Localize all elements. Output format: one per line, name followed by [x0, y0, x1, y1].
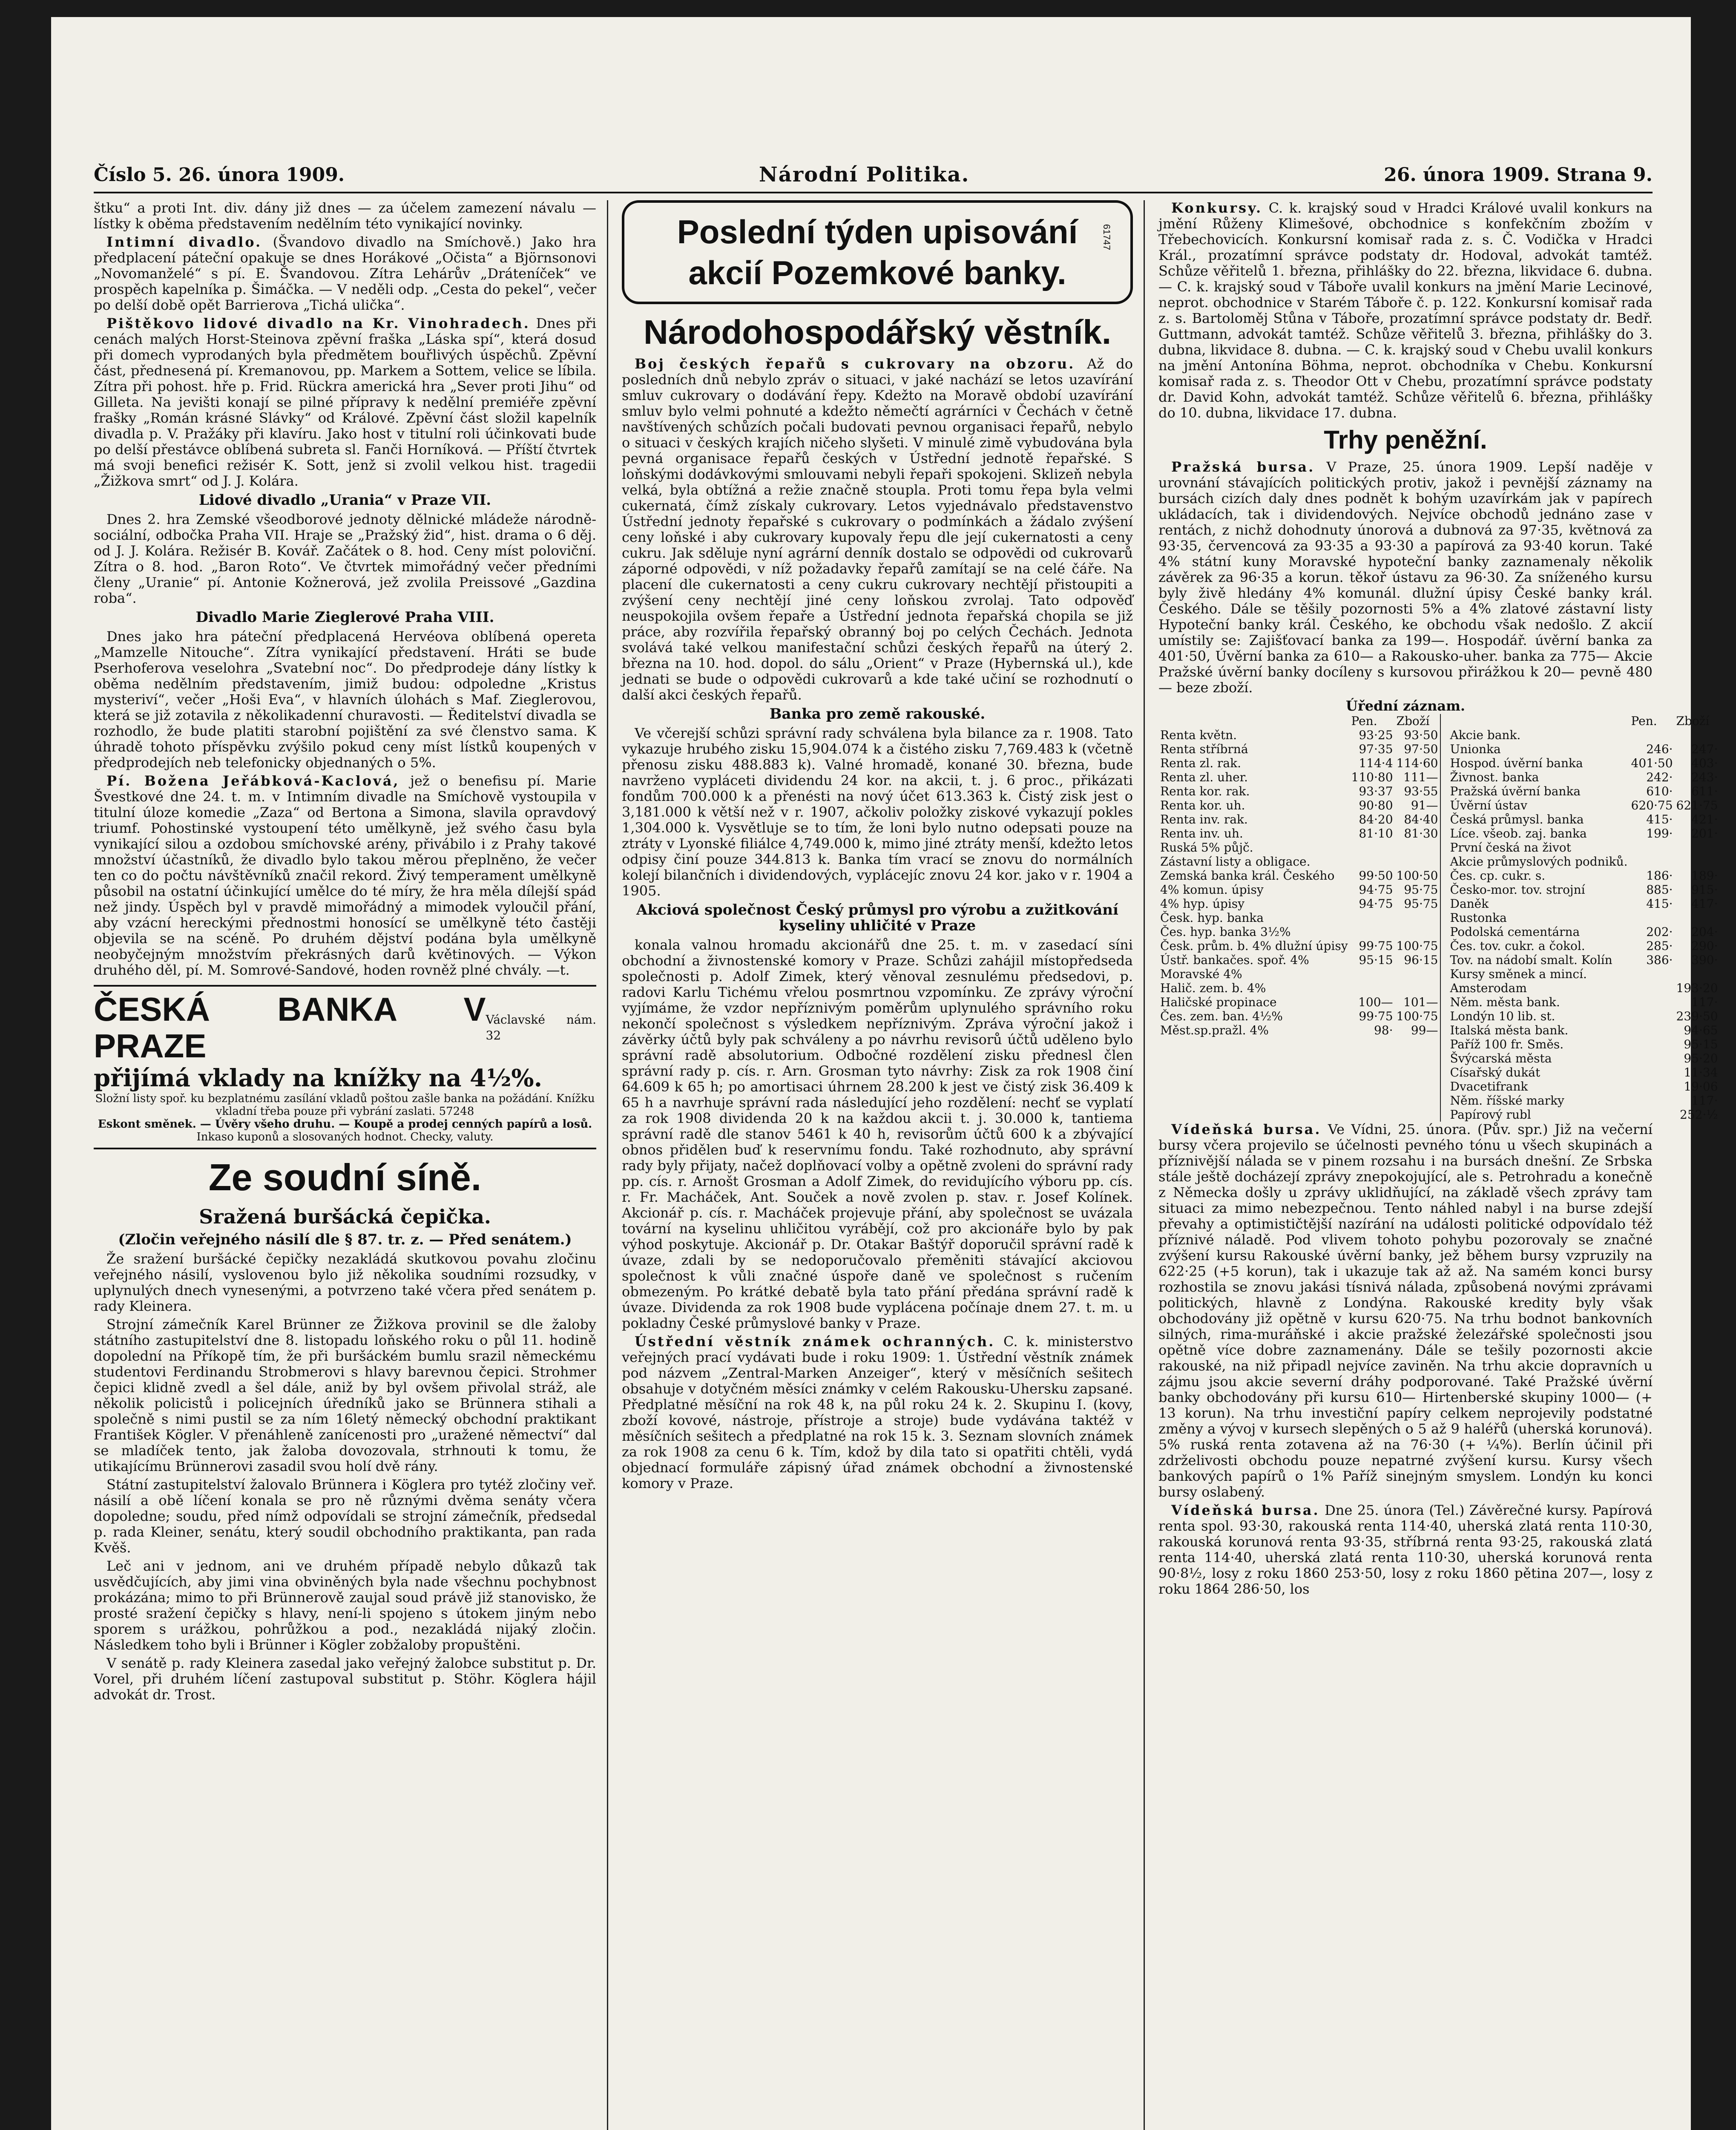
quote-name: Čes. tov. cukr. a čokol. [1450, 939, 1585, 953]
article-text: Ve včerejší schůzi správní rady schválena byla bilance za r. 1908. Tato vykazuje hrubého zisku 15,904.074 k a čistého zisku 7,769.483 k (včetně přenosu zisku 488.883 k). Valné hromadě, konané 30. března, bude navrženo vypláceti dividendu 24 kor. na akcii, t. j. 6 proc., přikázati fondům 700.000 k a přenésti na nový účet 613.363 k. Čistý zisk jest o 3,181.000 k větší než v r. 1907, ačkoliv položky ziskové vykazují pokles 1,304.000 k. Vysvětluje se to tím, že loni bylo nutno odepsati pouze na ztráty v Lyonské filiálce 4,749.000 k, mimo jiné ztráty menší, kdežto letos odpisy činí pouze 344.813 k. Banka tím vrací se znovu do normálních kolejí bilančních i dividendových, vyplácejíc znovu 24 kor. jako v r. 1904 a 1905. [622, 725, 1133, 899]
article-text: C. k. krajský soud v Hradci Králové uvalil konkurs na jmění Růženy Klimešové, obchodnice s konfekčním zbožím v Třebechovicích. Konkursní komisař rada z. s. Č. Vodička v Hradci Král., prozatímní správce podstaty dr. Hodoval, advokát tamtéž. Schůze věřitelů 1. března, přihlášky do 22. března, likvidace 6. dubna. — C. k. krajský soud v Táboře uvalil konkurs na jmění Marie Lecinové, neprot. obchodnice v Starém Táboře č. p. 122. Konkursní komisař rada z. s. Bartoloměj Stůna v Táboře, prozatímní správce podstaty dr. Bedř. Guttmann, advokát tamtéž. Schůze věřitelů 3. března, přihlášky do 3. dubna, likvidace 8. dubna. — C. k. krajský soud v Chebu uvalil konkurs na jmění Antonína Böhma, neprot. obchodníka v Chebu. Konkursní komisař rada z. s. Theodor Ott v Chebu, prozatímní správce podstaty dr. David Kohn, advokát tamtéž. Schůze věřitelů 6. března, přihlášky do 10. dubna, likvidace 17. dubna. [1158, 200, 1653, 421]
article-heading: Intimní divadlo. [106, 234, 262, 250]
quote-value: 252·½ [1680, 1108, 1718, 1122]
quote-row [1158, 1023, 1440, 1037]
article-heading: Pražská bursa. [1171, 459, 1315, 475]
quote-value: 189· [1691, 869, 1718, 883]
article-text: štku“ a proti Int. div. dány již dnes — za účelem zamezení návalu — lístky k oběma představením nedělním této vynikající novinky. [94, 200, 596, 232]
quote-row [1449, 770, 1720, 784]
quote-name: Renta stříbrná [1160, 742, 1248, 756]
quote-row [1449, 812, 1720, 826]
article-heading: Banka pro země rakouské. [769, 705, 986, 722]
quote-value: 97·35 [1359, 742, 1393, 756]
quote-value: 110·80 [1351, 770, 1393, 784]
quote-value: 95·75 [1404, 883, 1438, 897]
quote-value: 100— [1358, 995, 1393, 1009]
quote-name: Papírový rubl [1450, 1108, 1531, 1122]
quote-name: Renta kor. uh. [1160, 798, 1245, 812]
quote-name: Podolská cementárna [1450, 925, 1580, 939]
quote-row [1449, 1094, 1720, 1108]
quote-name: Úvěrní ústav [1450, 798, 1527, 812]
quote-value: 91— [1411, 798, 1438, 812]
article-text: Až do posledních dnů nebylo zpráv o situaci, v jaké nachází se letos uzavírání smluv cukrovary o dodávání řepy. Kdežto na Moravě období uzavírání smluv bylo velmi pohnuté a kdežto němečtí agrárníci v Čechách v četně navštívených schůzích počali budovati pevnou organisaci řepařů, nebylo o situaci v českých krajích ničeho slyšeti. V minulé zimě vybudována byla pevná organisace řepařů českých v Ústřední jednotě řepařské. S loňskými dodávkovými smlouvami nebyli řepaři spokojeni. Sklizeň nebyla velká, byla obtížná a režie značně stoupla. Proti tomu řepa byla velmi cukernatá, čímž získaly cukrovary. Letos vyjednávalo představenstvo Ústřední jednoty řepařské s cukrovary o podmínkách a žádalo zvýšení ceny loňské i aby cukrovary kupovaly řepu dle její cukernatosti a ceny cukru. Jak sděluje nyní agrární denník dostalo se odpovědi od cukrovarů záporné odpovědi, v níž požadavky řepařů zamítají se na celé čáře. Na placení dle cukernatosti a ceny cukru cukrovary nechtějí přistoupiti a zvýšení ceny nechtějí jiné ceny loňskou zvrolaj. Tato odpověď neuspokojila ovšem řepaře a Ústřední jednota řepařská chopila se již práce, aby rozvířila řepařský obranný boj po celých Čechách. Jednota svolává také velkou manifestační schůzi českých řepařů na úterý 2. března na 10. hod. dopol. do sálu „Orient“ v Praze (Hybernská ul.), kde jednati se bude o odpovědi cukrovarů a kde také učiní se rozhodnutí o další akci českých řepařů. [622, 356, 1133, 703]
quote-value: 201· [1691, 826, 1718, 840]
quote-row [1449, 995, 1720, 1009]
quote-value [1350, 967, 1395, 981]
quote-row [1158, 939, 1440, 953]
quote-value [1350, 981, 1395, 995]
quote-row [1158, 728, 1440, 742]
quote-value: 243· [1691, 770, 1718, 784]
bank-slogan: přijímá vklady na knížky na 4½%. [94, 1064, 543, 1092]
quote-name: Tov. na nádobí smalt. Kolín [1450, 953, 1612, 967]
quote-value: 96·15 [1404, 953, 1438, 967]
quote-row [1449, 1051, 1720, 1065]
quote-value: 111— [1403, 770, 1438, 784]
quote-row [1449, 911, 1720, 925]
article-text: Ve Vídni, 25. února. (Pův. spr.) Již na večerní bursy včera projevilo se účelnosti pevného tónu u všech skupinách a příznivější nálada se v pinem rozsahu i na bursách dnešní. Ze Srbska stále ještě docházejí zprávy znepokojující, ale s. Petrohradu a konečně z Německa došly u zprávy uklidňující, na základě všech zprávy tam situaci za mimo nebezpečnou. Tento náhled nabyl i na burse zdejší převahy a optimističtější nazírání na události politické odpovídalo též příznivé náladě. Pod vlivem tohoto pohybu pozorovaly se značné zvýšení kursu Rakouské úvěrní banky, jež během bursy vzpruzily na 622·25 (+5 korun), tak i ukazuje tak až až. Na samém konci bursy rozhostila se znovu jakási tísnivá nálada, způsobená novými zprávami politických, hlavně z Londýna. Rakouské kredity byly však obchodovány již opětně v kursu 620·75. Na trhu bodnot bankovních silných, rima-muráňské i akcie pražské železářské společnosti jsou opětně více dobre zaznamenány. Dále se tešily pozornosti akcie rakouské, na niž připadl nejvíce zaviněn. Na trhu akcie dopravních u zájmu jsou akcie severní dráhy podporované. Také Pražské úvěrní banky obchodovány při kursu 610— Hirtenberské skupiny 1000— (+ 13 korun). Na trhu investiční papíry celkem neprojevily podstatné změny a vývoj v kursech slepěných o 5 až 9 haléřů (uherská korunová). 5% ruská renta zotavena až na 76·30 (+ ¼%). Berlín účinil při zdrželivosti obchodu pouze nepatrné zvýšení kursu. Kursy všech bankových papírů o 1% Paříž sinejným smyslem. Londýn ku konci bursy oslabený. [1158, 1121, 1653, 1500]
quote-row [1158, 897, 1440, 911]
quote-name: Kursy směnek a mincí. [1450, 967, 1587, 981]
quote-value [1395, 967, 1440, 981]
quote-value: 611· [1691, 784, 1718, 798]
quote-row [1449, 840, 1720, 855]
article-heading: Akciová společnost Český průmysl pro výrobu a zužitkování kyseliny uhličité v Praze [636, 901, 1118, 934]
page-header [94, 158, 1653, 193]
quote-value: 100·75 [1396, 939, 1438, 953]
quote-value: 114·4 [1359, 756, 1393, 770]
quote-value [1395, 840, 1440, 855]
article-text: Státní zastupitelství žalovalo Brünnera i Köglera pro tytéž zločiny veř. násilí a obě líčení konala se pro ně různými dvěma senáty včera dopoledne; soudu, před nímž odpovídali se strojní zámečník, předsedal p. rada Kleiner, senátu, který soudil obchodního praktikanta, pan rada Kvěš. [94, 1477, 596, 1556]
quote-name: Paříž 100 fr. Směs. [1450, 1037, 1564, 1051]
article-text: (Švandovo divadlo na Smíchově.) Jako hra předplacení páteční opakuje se dnes Horákové „Očista“ a Björnsonovi „Novomanželé“ s pí. E. Švandovou. Zítra Lehárův „Dráteníček“ ve prospěch kapelníka p. Šimáčka. — V neděli odp. „Cesta do pekel“, večer po delší době opět Barrierova „Tichá ulička“. [94, 234, 597, 313]
quote-value [1630, 840, 1675, 855]
quote-value [1630, 1065, 1675, 1079]
quote-value [1630, 1037, 1675, 1051]
quote-name: Švýcarská města [1450, 1051, 1552, 1065]
quote-name: Císařský dukát [1450, 1065, 1541, 1079]
quote-value: 84·20 [1359, 812, 1393, 826]
quote-value [1630, 967, 1675, 981]
quote-name: Londýn 10 lib. st. [1450, 1009, 1555, 1023]
quote-value: 246· [1646, 742, 1673, 756]
quote-value: 401·50 [1631, 756, 1673, 770]
quote-value: 81·30 [1404, 826, 1438, 840]
quote-value: 193·20 [1676, 981, 1718, 995]
quote-name: Italská města bank. [1450, 1023, 1569, 1037]
quote-value: 386· [1646, 953, 1673, 967]
quotes-header-row [1158, 714, 1440, 728]
quote-row [1158, 784, 1440, 798]
article-heading: Pištěkovo lidové divadlo na Kr. Vinohradech. [106, 315, 530, 331]
issue-number: Číslo 5. 26. února 1909. [94, 164, 345, 186]
quote-row [1449, 1079, 1720, 1094]
quote-value: 94·75 [1359, 897, 1393, 911]
section-title: Národohospodářský věstník. [643, 313, 1112, 351]
col-header: Zboží [1676, 714, 1710, 728]
quote-name: Akcie bank. [1450, 728, 1521, 742]
quote-row [1449, 1023, 1720, 1037]
article-heading: Vídeňská bursa. [1171, 1502, 1320, 1518]
quote-value [1350, 855, 1395, 869]
quote-name: Živnost. banka [1450, 770, 1539, 784]
article-heading: Konkursy. [1171, 200, 1263, 216]
article-text: Strojní zámečník Karel Brünner ze Žižkova provinil se dle žaloby státního zastupitelství dne 8. listopadu loňského roku o půl 11. hodině dopolední na Příkopě tím, že při buršáckém bumlu srazil německému studentovi Ferdinandu Strobmerovi s hlavy barevnou čepici. Strohmer čepici klidně zvedl a šel dále, aniž by byl ovšem přivolal stráž, ale několik policistů i policejních úředníků jako se Brünnera stihali a společně s nimi pustil se za ním 16letý německý obchodní praktikant František Kögler. V přenáhleně zanícenosti pro „uražené němectví“ dal se mladíček tento, jak žaloba dovozovala, strhnouti k tomu, že utikajícímu Brünnerovi zasadil svou holí dvě rány. [94, 1316, 596, 1474]
bank-name: ČESKÁ BANKA V PRAZE [94, 990, 486, 1065]
quote-name: Haličské propinace [1160, 995, 1277, 1009]
quote-row [1158, 770, 1440, 784]
advert-number: 61747 [1101, 224, 1112, 250]
quotes-heading: Úřední záznam. [1345, 698, 1466, 714]
quote-value: 93·55 [1404, 784, 1438, 798]
quote-row [1449, 1037, 1720, 1051]
column-divider [1144, 200, 1145, 2130]
quote-row [1449, 742, 1720, 756]
quote-value: 93·25 [1359, 728, 1393, 742]
article-heading: Lidové divadlo „Urania“ v Praze VII. [198, 492, 491, 509]
quote-value [1630, 1023, 1675, 1037]
quote-value: 11·34 [1684, 1065, 1718, 1079]
quote-row [1158, 826, 1440, 840]
quote-value: 117· [1691, 995, 1718, 1009]
quote-value: 95·75 [1404, 897, 1438, 911]
quote-name: Halič. zem. b. 4% [1160, 981, 1266, 995]
article-text: Dnes 2. hra Zemské všeodborové jednoty dělnické mládeže národně-sociální, odbočka Praha VII. Hraje se „Pražský žid“, hist. drama o 6 děj. od J. J. Kolára. Režisér B. Kovář. Začátek o 8. hod. Ceny míst poloviční. Zítra o 8. hod. „Baron Roto“. Ve čtvrtek mimořádný večer předními členy „Uranie“ pí. Antonie Kožnerová, jež zvolila Preissové „Gazdina roba“. [94, 511, 596, 606]
quote-name: Hospod. úvěrní banka [1450, 756, 1583, 770]
quote-value: 285· [1646, 939, 1673, 953]
quote-value: 403· [1691, 756, 1718, 770]
quote-name: První česká na život [1450, 840, 1571, 855]
advert-text: Poslední týden upisování akcií Pozemkové banky. [677, 213, 1078, 291]
quote-name: Ústř. bankačes. spoř. 4% [1160, 953, 1309, 967]
quote-row [1449, 897, 1720, 911]
quote-value: 95·15 [1359, 953, 1393, 967]
quote-name: Česká průmysl. banka [1450, 812, 1584, 826]
quote-value: 99— [1411, 1023, 1438, 1037]
quote-name: 4% hyp. úpisy [1160, 897, 1245, 911]
article-text: Dnes jako hra páteční předplacená Hervéova oblíbená opereta „Mamzelle Nitouche“. Zítra vynikající představení. Hráti se bude Pserhoferova veselohra „Svatební noc“. Do předprodeje dány lístky k oběma nedělním představením, jimiž budou: odpoledne „Kristus mysteriví“, večer „Hoši Eva“, v hlavních úlohách s Maf. Zieglerovou, která se již zotavila z několikadenní churavosti. — Ředitelství divadla se rozhodlo, že bude platiti starobní pojištění za své členstvo sama. K úhradě tohoto příspěvku zvýšilo pokud ceny míst lístků koupených v předprodejích neb telefonicky objednaných o 5%. [94, 628, 596, 771]
quote-value: 417· [1691, 897, 1718, 911]
quote-row [1449, 939, 1720, 953]
quote-name: Renta zl. rak. [1160, 756, 1241, 770]
quote-name: 4% komun. úpisy [1160, 883, 1264, 897]
quotes-header-row [1449, 714, 1720, 728]
quote-value: 915· [1691, 883, 1718, 897]
quote-value: 95·15 [1684, 1037, 1718, 1051]
article-heading: Boj českých řepařů s cukrovary na obzoru. [635, 356, 1075, 372]
quote-row [1449, 1065, 1720, 1079]
quote-row [1158, 869, 1440, 883]
article-text: jež o benefisu pí. Marie Švestkové dne 24. t. m. v Intimním divadle na Smíchově vystoupila v titulní úloze komedie „Zaza“ od Bertona a Simona, slavila opravdový triumf. Pohostinské vystoupení této umělkyně, jež svého času byla vynikající silou a ozdobou smíchovské arény, přivábilo i z Prahy takové množství účastníků, že divadlo bylo takou měrou přeplněno, že večer ten co do počtu návštěvníků značil rekord. Živý temperament umělkyně působil na ostatní účinkující umělce do té míry, že hra měla dílejší spád než jindy. Úspěch byl v pravdě mimořádný a mimodek vyloučil přání, aby vzácní hereckými přednostmi honosící se umělkyně této častěji objevila se na scéně. Po druhém dějství podána byla umělkyně neobyčejným množstvím překrásných darů květinových. — Výkon druhého děl, pí. M. Somrové-Sandové, hoden rovněž plné chvály. —t. [94, 773, 597, 978]
quote-value: 415· [1646, 812, 1673, 826]
ceska-banka-advert [94, 985, 596, 1149]
column-markets [1158, 200, 1718, 2130]
quote-value [1675, 967, 1720, 981]
quote-value: 202· [1646, 925, 1673, 939]
section-title: Trhy peněžní. [1324, 426, 1487, 454]
quote-row [1449, 967, 1720, 981]
quote-name: Moravské 4% [1160, 967, 1242, 981]
quote-value: 84·40 [1404, 812, 1438, 826]
quote-value [1630, 995, 1675, 1009]
newspaper-title: Národní Politika. [759, 163, 970, 187]
quote-row [1449, 728, 1720, 742]
quote-name: Renta květn. [1160, 728, 1237, 742]
quote-value [1675, 728, 1720, 742]
article-text: Dnes při cenách malých Horst-Steinova zpěvní fraška „Láska spí“, která dosud při domech vyprodaných byla předmětem bouřlivých úspěchů. Zpěvní část, přednesená pí. Kremanovou, pp. Markem a Sottem, velice se líbila. Zítra při pohost. hře p. Frid. Rückra americká hra „Sever proti Jihu“ od Gilleta. Na jevišti konají se pilné přípravy k nedělní premiéře zpěvní frašky „Román krásné Slávky“ od Králové. Zpěvní část složil kapelník divadla p. V. Pražáky při klavíru. Jako host v titulní roli účinkovati bude po delší přestávce oblíbená subreta sl. Fanči Horníková. — Příští čtvrtek má svoji benefici režisér K. Sott, jenž si zvolil velkou hist. tragedii „Žižkova smrt“ od J. J. Kolára. [94, 315, 596, 489]
article-heading: Divadlo Marie Zieglerové Praha VIII. [195, 609, 494, 626]
quote-name: Česk. prům. b. 4% dlužní úpisy [1160, 939, 1348, 953]
quote-value: 199· [1646, 826, 1673, 840]
quotes-left [1158, 714, 1440, 1037]
quote-row [1158, 981, 1440, 995]
quote-value: 290· [1691, 939, 1718, 953]
newspaper-page [51, 17, 1718, 2130]
quote-value: 97·50 [1404, 742, 1438, 756]
quote-row [1158, 798, 1440, 812]
quote-value: 98· [1374, 1023, 1393, 1037]
quote-row [1158, 883, 1440, 897]
column-economic [622, 200, 1133, 2130]
col-header: Pen. [1631, 714, 1657, 728]
quote-name: Čes. hyp. banka 3½% [1160, 925, 1291, 939]
quote-value: 81·10 [1359, 826, 1393, 840]
quote-value: 204· [1691, 925, 1718, 939]
bank-note: Složní listy spoř. ku bezplatnému zasílání vkladů poštou zašle banka na požádání. Knížku vkladní třeba pouze při vybrání zaslati. 57248 [95, 1092, 595, 1118]
quote-value: 239·50 [1676, 1009, 1718, 1023]
quote-name: Unionka [1450, 742, 1501, 756]
quote-value: 99·50 [1359, 869, 1393, 883]
quote-value: 421· [1691, 812, 1718, 826]
article-text: V Praze, 25. února 1909. Lepší naděje v urovnání stávajících politických protiv, jakož i pevnější záznamy na bursách cizích daly dnes podnět k bohým uzavírkám jak v papírech ukládacích, tak i dividendových. Nejvíce obchodů jednáno zase v rentách, z nichž dohodnuty únorová a dubnová za 97·35, květnová za 93·35, červencová za 93·35 a 93·30 a papírová za 93·40 korun. Také 4% státní kuny Moravské hypoteční banky zaznamenaly několik závěrek za 96·35 a korun. těkoř ústavu za 96·30. Za sníženého kursu byly živě hledány 4% komunál. dlužní úpisy České banky král. Českého. Dále se těšily pozornosti 5% a 4% zlatové zástavní listy Hypoteční banky král. Českého, ke obchodu však nedošlo. Z akcií umístily se: Zajišťovací banka za 199—. Hospodář. úvěrní banka za 401·50, Úvěrní banka za 610— a Rakousko-uher. banka za 775— Akcie Pražské úvěrní banky docíleny s kursovou přirážkou k 20— pevně 480— beze zboží. [1158, 459, 1653, 696]
quote-name: Daněk [1450, 897, 1489, 911]
quote-name: Něm. říšské marky [1450, 1094, 1564, 1108]
quote-value [1395, 855, 1440, 869]
quote-name: Renta inv. uh. [1160, 826, 1243, 840]
quote-name: Česko-mor. tov. strojní [1450, 883, 1585, 897]
quote-value: 415· [1646, 897, 1673, 911]
quote-row [1449, 798, 1720, 812]
quote-value [1395, 981, 1440, 995]
bank-services-2: Inkaso kuponů a slosovaných hodnot. Checky, valuty. [196, 1131, 494, 1143]
quote-name: Akcie průmyslových podniků. [1450, 855, 1628, 869]
quote-name: Zástavní listy a obligace. [1160, 855, 1311, 869]
quote-name: Ruská 5% půjč. [1160, 840, 1253, 855]
article-text: Leč ani v jednom, ani ve druhém případě nebylo důkazů tak usvědčujících, aby jimi vina obviněných byla nade všechnu pochybnost prokázána; mimo to při Brünnerově zaujal soud právě již stanovisko, že prosté sražení čepičky s hlavy, není-li spojeno s útokem jiným nebo sporem s urážkou, pohrůžkou a pod., nezakládá nijaký zločin. Následkem toho byli i Brünner i Kögler zobžaloby propuštěni. [94, 1558, 596, 1653]
quote-row [1158, 1009, 1440, 1023]
quotes-table [1158, 714, 1718, 1122]
col-header: Pen. [1351, 714, 1377, 728]
quote-value: 100·50 [1396, 869, 1438, 883]
quote-value: 93·50 [1404, 728, 1438, 742]
quote-value [1395, 925, 1440, 939]
quote-value: 621·75 [1676, 798, 1718, 812]
quote-value: 242· [1646, 770, 1673, 784]
quote-value: 100·75 [1396, 1009, 1438, 1023]
article-text: C. k. ministerstvo veřejných prací vydávati bude i roku 1909: 1. Ústřední věstník známek pod názvem „Zentral-Marken Anzeiger“, který v měsíčních sešitech obsahuje v dotyčném měsíci známky v celém Rakousku-Uhersku zapsané. Předplatné měsíční na rok 48 k, na půl roku 24 k. 2. Skupinu I. (kovy, zboží kovové, nástroje, přístroje a stroje) bude vydávána taktéž v měsíčních sešitech a předplatné na rok 15 k. 3. Seznam slovních známek za rok 1908 za cenu 6 k. Tím, kdož by dila tato si opatřiti chtěli, vydá objednací formuláře zápisný úřad známek obchodní a živnostenské komory v Praze. [622, 1333, 1133, 1491]
quote-value: 99·75 [1359, 939, 1393, 953]
bank-services: Eskont směnek. — Úvěry všeho druhu. — Koupě a prodej cenných papírů a losů. [98, 1118, 592, 1131]
quote-row [1158, 840, 1440, 855]
quote-row [1449, 1009, 1720, 1023]
quote-value: 90·80 [1359, 798, 1393, 812]
section-title: Ze soudní síně. [208, 1156, 482, 1198]
quote-value [1350, 840, 1395, 855]
quote-value [1630, 1051, 1675, 1065]
quote-row [1158, 812, 1440, 826]
quote-value [1350, 911, 1395, 925]
quote-row [1449, 925, 1720, 939]
quote-name: Zemská banka král. Českého [1160, 869, 1335, 883]
quote-row [1449, 869, 1720, 883]
quote-value: 101— [1403, 995, 1438, 1009]
quote-value: 99·75 [1359, 1009, 1393, 1023]
page-number: 26. února 1909. Strana 9. [1384, 164, 1653, 186]
quote-name: Čes. cp. cukr. s. [1450, 869, 1546, 883]
article-heading: Vídeňská bursa. [1171, 1121, 1322, 1137]
article-text: V senátě p. rady Kleinera zasedal jako veřejný žalobce substitut p. Dr. Vorel, při druhém líčení zastupoval substitut p. Stöhr. Köglera hájil advokát dr. Trost. [94, 1655, 596, 1703]
quote-value [1350, 925, 1395, 939]
quote-row [1449, 1108, 1720, 1122]
quote-value [1675, 840, 1720, 855]
quote-value [1630, 1108, 1675, 1122]
quote-row [1158, 925, 1440, 939]
quote-row [1158, 995, 1440, 1009]
quote-value [1630, 855, 1675, 869]
column-theatre-and-court [94, 200, 596, 2130]
quote-value: 247· [1691, 742, 1718, 756]
quote-row [1449, 756, 1720, 770]
quote-name: Líce. všeob. zaj. banka [1450, 826, 1587, 840]
article-heading: Pí. Božena Jeřábková-Kaclová, [106, 773, 400, 789]
quote-value: 114·60 [1396, 756, 1438, 770]
quote-name: Amsterodam [1450, 981, 1527, 995]
quote-name: Rustonka [1450, 911, 1507, 925]
quote-value: 94·75 [1359, 883, 1393, 897]
quote-value [1675, 855, 1720, 869]
quote-value: 94·65 [1684, 1023, 1718, 1037]
quote-row [1449, 826, 1720, 840]
quote-value [1630, 911, 1675, 925]
column-divider [607, 200, 608, 2130]
quote-name: Něm. města bank. [1450, 995, 1560, 1009]
quote-value: 390· [1691, 953, 1718, 967]
quote-row [1449, 953, 1720, 967]
quote-value: 186· [1646, 869, 1673, 883]
quote-row [1158, 756, 1440, 770]
quotes-right [1449, 714, 1720, 1122]
article-heading: Ústřední věstník známek ochranných. [635, 1333, 995, 1350]
quote-value [1675, 911, 1720, 925]
quote-value [1630, 1079, 1675, 1094]
quote-name: Renta kor. rak. [1160, 784, 1250, 798]
pozemkova-banka-advert [622, 200, 1133, 304]
article-text: Že sražení buršácké čepičky nezakládá skutkovou povahu zločinu veřejného násilí, vyslovenou bylo již několika soudními rozsudky, v uplynulých dnech vynesenými, a potvrzeno také včera před senátem p. rady Kleinera. [94, 1251, 596, 1314]
quote-name: Čes. zem. ban. 4½% [1160, 1009, 1283, 1023]
quote-value [1630, 728, 1675, 742]
quote-value: 95·20 [1684, 1051, 1718, 1065]
quote-value: 117· [1691, 1094, 1718, 1108]
quote-value [1395, 911, 1440, 925]
quote-row [1449, 981, 1720, 995]
quote-row [1158, 855, 1440, 869]
article-headline: Sražená buršácká čepička. [199, 1205, 491, 1228]
quote-value [1630, 1094, 1675, 1108]
col-header: Zboží [1396, 714, 1430, 728]
quote-value: 620·75 [1631, 798, 1673, 812]
article-subhead: (Zločin veřejného násilí dle § 87. tr. z. — Před senátem.) [118, 1231, 572, 1248]
quote-row [1158, 911, 1440, 925]
quote-name: Měst.sp.pražl. 4% [1160, 1023, 1269, 1037]
quote-value: 885· [1646, 883, 1673, 897]
quote-row [1449, 784, 1720, 798]
quote-name: Renta inv. rak. [1160, 812, 1248, 826]
quote-row [1158, 953, 1440, 967]
quote-value [1630, 981, 1675, 995]
quote-name: Pražská úvěrní banka [1450, 784, 1581, 798]
quote-row [1449, 855, 1720, 869]
bank-address: Václavské nám. 32 [486, 1013, 596, 1042]
quote-value: 93·37 [1359, 784, 1393, 798]
article-text: konala valnou hromadu akcionářů dne 25. t. m. v zasedací síni obchodní a živnostenské komory v Praze. Schůzi zahájil místopředseda společnosti p. Adolf Zimek, který věnoval zesnulému předsedovi, p. radovi Karlu Tichému vřelou posmrtnou vzpomínku. Ze zprávy výroční vyjímáme, že vzdor nepříznivým poměrům uplynulého správního roku nekončí společnost s výsledkem nepříznivým. Zpráva výroční jakož i závěrky účtů byly pak schváleny a po návrhu revisorů účtů uděleno bylo správní radě absolutorium. Odbočné rozdělení zisku přednesl člen správní rady p. cís. r. Arn. Grosman tyto návrhy: Zisk za rok 1908 činí 64.609 k 65 h; po amortisaci úhrnem 28.200 k jest ve čistý zisk 36.409 k 65 h a navrhuje správní rada následující jeho rozdělení: nechť se vyplatí za rok 1908 dividenda 20 k na každou akcii t. j. 30.000 k, tantiema správní radě dle stanov 5461 k 40 h, revisorům účtů 600 k a zbývající obnos přidělen buď k reservnímu fondu. Také rozhodnuto, aby správní rady byly přijaty, načež doplňovací volby a opětně zvoleni do správní rady pp. cís. r. Arnošt Grosman a Adolf Zimek, do revidujícího výboru pp. cís. r. Fr. Macháček, Ant. Souček a nově zvolen p. stav. r. Josef Kolínek. Akcionář p. cís. r. Macháček projevuje přání, aby společnost se uvázala tovární na kyselinu uhličitou vyrábějí, což pro akcionáře bylo by pak výhod poskytuje. Akcionář p. Dr. Otakar Baštýř doporučil správní radě k úvaze, zdali by se nedoporučovalo přeměniti stávající akciovou společnost k vůli značné úspoře daně ve společnost s ručením obmezeným. Po krátké debatě byla tato přání předána správní radě k úvaze. Dividenda za rok 1908 bude vyplácena počínaje dnem 27. t. m. u pokladny České průmyslové banky v Praze. [622, 937, 1133, 1331]
quote-name: Česk. hyp. banka [1160, 911, 1264, 925]
quote-value [1630, 1009, 1675, 1023]
article-text: Dne 25. února (Tel.) Závěrečné kursy. Papírová renta spol. 93·30, rakouská renta 114·40, uherská zlatá renta 110·30, rakouská korunová renta 93·35, stříbrná renta 93·25, rakouská zlatá renta 114·40, uherská zlatá renta 110·30, uherská korunová renta 90·8½, losy z roku 1860 253·50, losy z roku 1860 pětina 207—, losy z roku 1864 286·50, los [1158, 1502, 1653, 1597]
quote-row [1449, 883, 1720, 897]
quote-name: Dvacetifrank [1450, 1079, 1528, 1094]
quote-value: 19·06 [1684, 1079, 1718, 1094]
quote-row [1158, 742, 1440, 756]
quote-row [1158, 967, 1440, 981]
quote-value: 610· [1646, 784, 1673, 798]
quote-name: Renta zl. uher. [1160, 770, 1248, 784]
